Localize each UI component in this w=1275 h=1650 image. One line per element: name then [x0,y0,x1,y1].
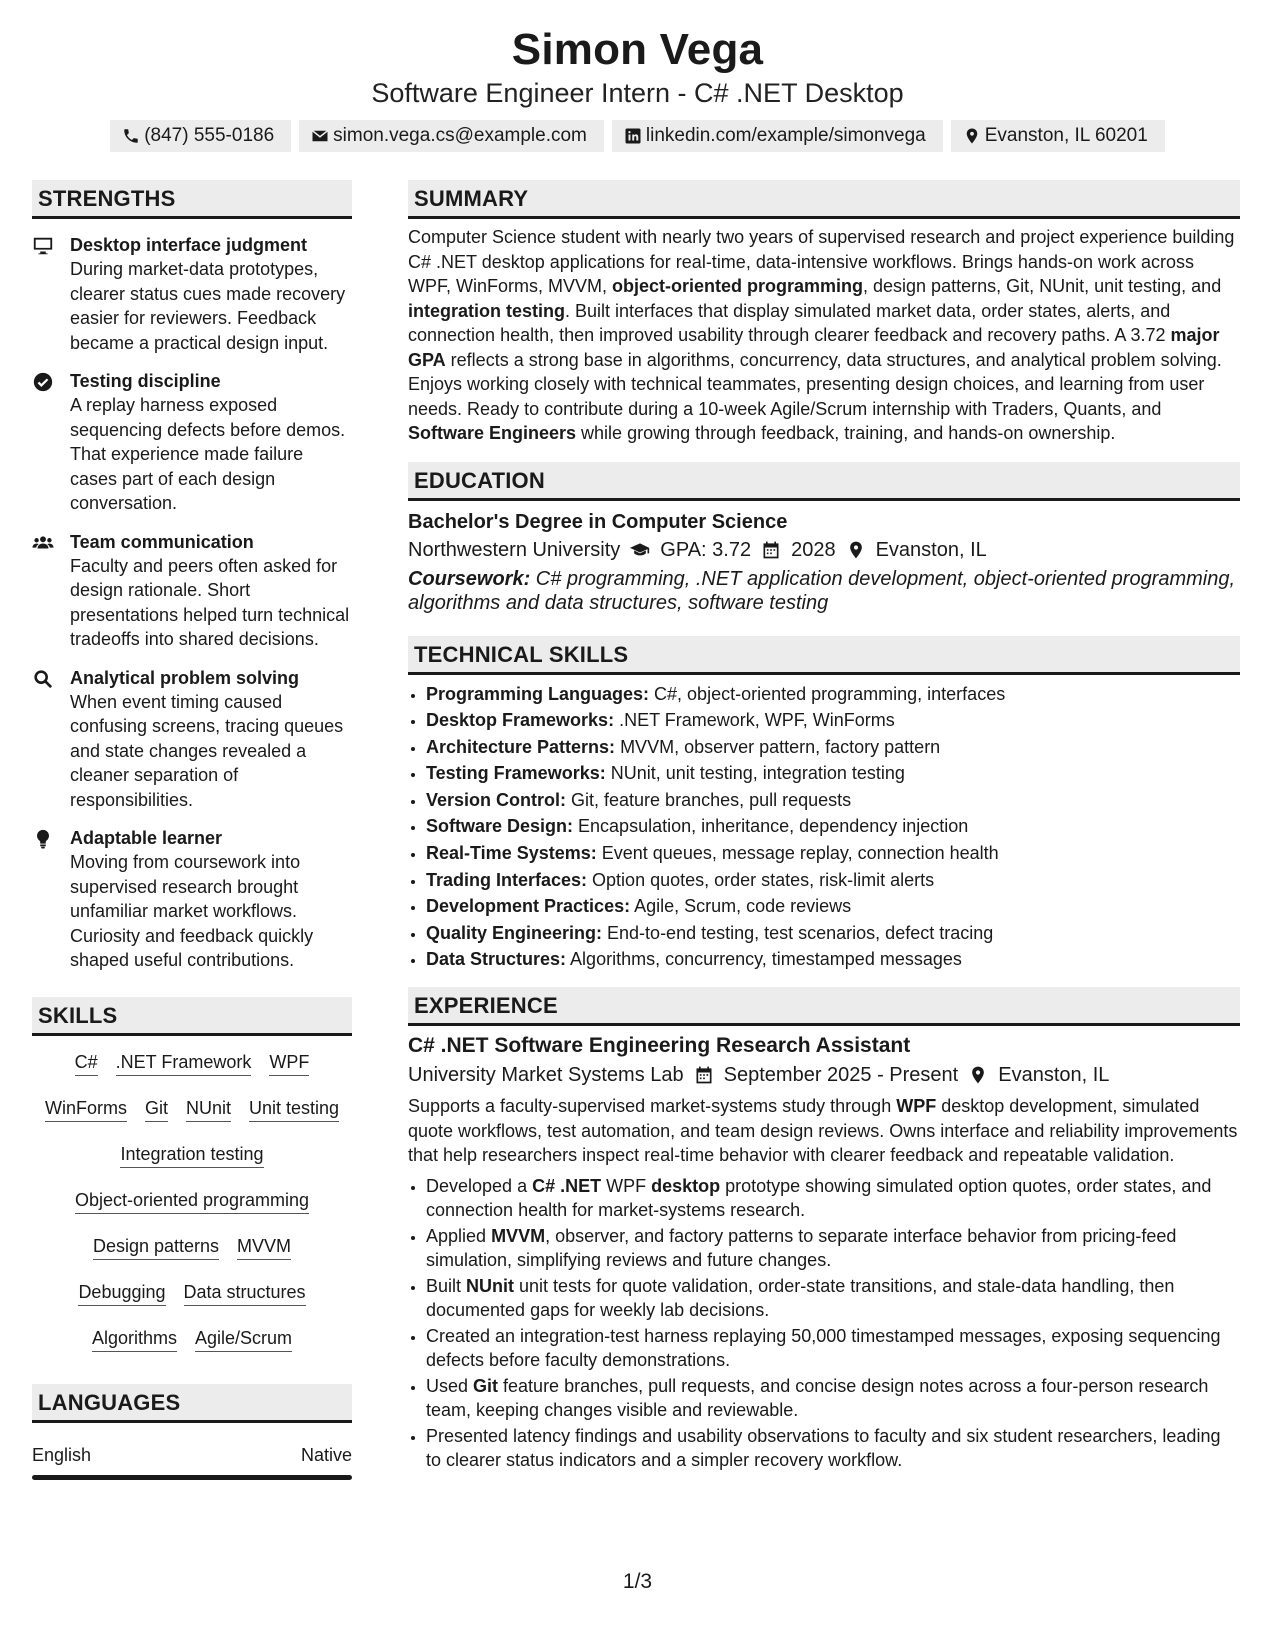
contact-location [951,120,1165,152]
job-meta [408,1060,1240,1090]
job-location: Evanston, IL [998,1064,1110,1087]
text-run: feature branches, pull requests, and concise design notes across a four-person research team, keeping changes visible and reviewable. [426,1375,1209,1421]
skill-tag: Agile/Scrum [195,1326,292,1352]
languages-heading: LANGUAGES [32,1384,352,1423]
bold-text: Git [473,1375,499,1396]
text-run: Built [426,1275,467,1296]
skill-value: Option quotes, order states, risk-limit alerts [587,869,935,890]
text-run: Developed a [426,1175,533,1196]
skill-tag: MVVM [237,1234,291,1260]
technical-skill-item [426,893,1240,920]
text-run: reflects a strong base in algorithms, concurrency, data structures, and analytical problem solving. Enjoys working closely with technical teammates, presenting design choices, and learning from user needs. Ready to contribute during a 10-week Agile/Scrum internship with Traders, Quants, and [408,349,1222,419]
text-run: Supports a faculty-supervised market-systems study through [408,1096,897,1117]
education-location: Evanston, IL [875,538,987,561]
technical-skill-item [426,787,1240,814]
bold-text: major GPA [408,325,1220,370]
strength-item [32,826,352,973]
bold-text: desktop [651,1175,721,1196]
skill-row [32,1142,352,1168]
technical-skill-item [426,920,1240,947]
skill-value: Event queues, message replay, connection health [596,843,999,864]
left-column [32,180,352,1480]
strengths-heading: STRENGTHS [32,180,352,219]
map-pin-icon [963,127,981,145]
job-dates: September 2025 - Present [723,1064,959,1087]
strength-text: During market-data prototypes, clearer status cues made recovery easier for reviewers. Feedback became a practical design input. [70,259,346,353]
skill-label: Architecture Patterns: [426,736,616,757]
text-run: Computer Science student with nearly two years of supervised research and project experience building C# .NET desktop applications for real-time, data-intensive workflows. Brings hands-on work across WPF, WinForms, MVVM, [408,227,1235,296]
skill-value: Encapsulation, inheritance, dependency injection [573,816,969,837]
school-name: Northwestern University [408,538,621,561]
job-bullet [426,1374,1240,1423]
contact-linkedin[interactable] [612,120,943,152]
skill-value: NUnit, unit testing, integration testing [605,763,905,784]
text-run: WPF [601,1175,652,1196]
bold-text: WPF [896,1096,937,1117]
candidate-name: Simon Vega [511,25,764,74]
strength-text: Moving from coursework into supervised research brought unfamiliar market workflows. Curiosity and feedback quickly shaped useful contributions. [70,852,314,970]
lightbulb-icon [32,828,54,850]
strength-title: Team communication [70,531,254,552]
coursework-label: Coursework: [408,567,531,590]
job-bullet [426,1424,1240,1473]
contact-linkedin-text[interactable]: linkedin.com/example/simonvega [645,125,926,146]
text-run: prototype showing simulated option quotes, order states, and connection health for market-systems research. [426,1175,1212,1221]
technical-skills-list [408,681,1240,974]
degree-title: Bachelor's Degree in Computer Science [408,510,788,533]
skill-tag: Integration testing [120,1142,263,1168]
skill-label: Development Practices: [426,896,631,917]
skill-row [32,1096,352,1122]
skill-row [32,1050,352,1076]
strength-item [32,530,352,652]
map-pin-icon [968,1065,988,1085]
experience-heading: EXPERIENCE [408,987,1240,1026]
search-icon [32,668,54,690]
strength-title: Desktop interface judgment [70,235,308,255]
skill-tag: .NET Framework [116,1050,252,1076]
strength-text: Faculty and peers often asked for design rationale. Short presentations helped turn technical tradeoffs into shared decisions. [70,555,350,649]
technical-skill-item [426,734,1240,761]
skill-label: Quality Engineering: [426,922,603,943]
skill-tag: Debugging [78,1280,165,1306]
summary-heading: SUMMARY [408,180,1240,219]
skill-label: Testing Frameworks: [426,763,606,784]
summary-text [408,225,1240,446]
skill-tag: WPF [269,1050,309,1076]
strength-text: A replay harness exposed sequencing defects before demos. That experience made failure cases part of each design conversation. [70,395,346,513]
text-run: Created an integration-test harness replaying 50,000 timestamped messages, exposing sequencing defects before faculty demonstrations. [426,1325,1221,1371]
technical-skill-item [426,946,1240,973]
skill-tag: Data structures [184,1280,306,1306]
job-bullet [426,1174,1240,1223]
text-run: , design patterns, Git, NUnit, unit testing, and [863,276,1222,296]
skill-label: Desktop Frameworks: [426,710,615,731]
gpa: GPA: 3.72 [660,538,752,561]
map-pin-icon [846,540,866,560]
bold-text: object-oriented programming [612,276,864,296]
job-bullet [426,1274,1240,1323]
skill-label: Software Design: [426,816,574,837]
skill-value: Algorithms, concurrency, timestamped messages [566,949,962,970]
skill-row [32,1326,352,1352]
language-level: Native [300,1444,352,1465]
bold-text: Software Engineers [408,423,577,443]
skill-label: Data Structures: [426,949,567,970]
skill-tag: Algorithms [92,1326,177,1352]
bold-text: MVVM [491,1225,546,1246]
skill-tag: Object-oriented programming [75,1188,309,1214]
strength-item [32,233,352,355]
skill-row [32,1280,352,1306]
technical-skill-item [426,707,1240,734]
coursework [408,567,1240,616]
bold-text: NUnit [466,1275,515,1296]
job-bullet [426,1224,1240,1273]
text-run: desktop development, simulated quote workflows, test automation, and team design reviews. Owns interface and reliability improvements that help researchers inspect real-time behavior with clearer feedback and repeatable validation. [408,1096,1238,1166]
strength-item [32,666,352,813]
envelope-icon [311,127,329,145]
skill-row [32,1188,352,1214]
education-heading: EDUCATION [408,462,1240,501]
skill-value: Agile, Scrum, code reviews [630,896,852,917]
calendar-icon [694,1065,714,1085]
candidate-title: Software Engineer Intern - C# .NET Desktop [371,78,904,108]
text-run: . Built interfaces that display simulated market data, order states, alerts, and connection health, then improved usability through clearer feedback and recovery paths. A 3.72 [408,300,1171,345]
skill-value: .NET Framework, WPF, WinForms [614,710,895,731]
skill-value: Git, feature branches, pull requests [566,789,852,810]
graduation-cap-icon [630,540,650,560]
bold-text: C# .NET [532,1175,602,1196]
technical-skill-item [426,813,1240,840]
skill-value: End-to-end testing, test scenarios, defect tracing [602,922,994,943]
graduation-year: 2028 [791,538,836,561]
technical-skill-item [426,681,1240,708]
text-run: , observer, and factory patterns to separate interface behavior from pricing-feed simulation, simplifying reviews and future changes. [426,1225,1177,1271]
technical-skill-item [426,760,1240,787]
technical-skill-item [426,840,1240,867]
page-number: 1/3 [622,1570,653,1593]
resume-header [0,0,1275,152]
contact-location-text: Evanston, IL 60201 [984,125,1148,146]
contact-phone [110,120,291,152]
check-circle-icon [32,371,54,393]
text-run: Used [426,1375,474,1396]
language-item [32,1443,352,1467]
skill-tag: Design patterns [93,1234,219,1260]
contact-email-text[interactable]: simon.vega.cs@example.com [333,125,587,146]
skills-list [32,1050,352,1352]
contact-email[interactable] [299,120,604,152]
contact-phone-text: (847) 555-0186 [144,125,275,146]
job-org: University Market Systems Lab [408,1064,684,1087]
calendar-icon [761,540,781,560]
skill-tag: NUnit [186,1096,231,1122]
skill-label: Trading Interfaces: [426,869,588,890]
skill-label: Programming Languages: [426,683,650,704]
skill-label: Real-Time Systems: [426,843,597,864]
linkedin-icon [624,127,642,145]
job-bullet [426,1324,1240,1373]
right-column [408,180,1240,1473]
strength-title: Analytical problem solving [70,667,300,688]
text-run: Applied [426,1225,492,1246]
coursework-text: C# programming, .NET application development, object-oriented programming, algorithms and data structures, software testing [408,567,1236,614]
strength-item [32,369,352,516]
skill-tag: C# [75,1050,98,1076]
job-title: C# .NET Software Engineering Research Assistant [408,1034,911,1058]
strength-title: Testing discipline [70,371,221,391]
skill-tag: WinForms [45,1096,127,1122]
strength-title: Adaptable learner [70,828,223,848]
skills-heading: SKILLS [32,997,352,1036]
desktop-icon [32,235,54,257]
text-run: Presented latency findings and usability observations to faculty and six student researchers, leading to clearer status indicators and a simpler recovery workflow. [426,1425,1221,1471]
job-bullets [408,1174,1240,1473]
skill-value: MVVM, observer pattern, factory pattern [615,736,941,757]
skill-row [32,1234,352,1260]
skill-value: C#, object-oriented programming, interfaces [649,683,1006,704]
contact-bar [0,120,1275,152]
language-name: English [32,1444,92,1465]
skill-tag: Unit testing [249,1096,339,1122]
phone-icon [122,127,140,145]
text-run: unit tests for quote validation, order-state transitions, and stale-data handling, then documented gaps for weekly lab decisions. [426,1275,1175,1321]
job-summary [408,1094,1240,1168]
users-icon [32,532,54,554]
language-proficiency-bar [32,1475,352,1480]
text-run: while growing through feedback, training, and hands-on ownership. [576,423,1116,443]
education-meta [408,535,1240,565]
skill-tag: Git [145,1096,168,1122]
bold-text: integration testing [408,300,565,321]
technical-skills-heading: TECHNICAL SKILLS [408,636,1240,675]
skill-label: Version Control: [426,789,567,810]
technical-skill-item [426,867,1240,894]
strength-text: When event timing caused confusing screens, tracing queues and state changes revealed a cleaner separation of responsibilities. [70,691,344,810]
